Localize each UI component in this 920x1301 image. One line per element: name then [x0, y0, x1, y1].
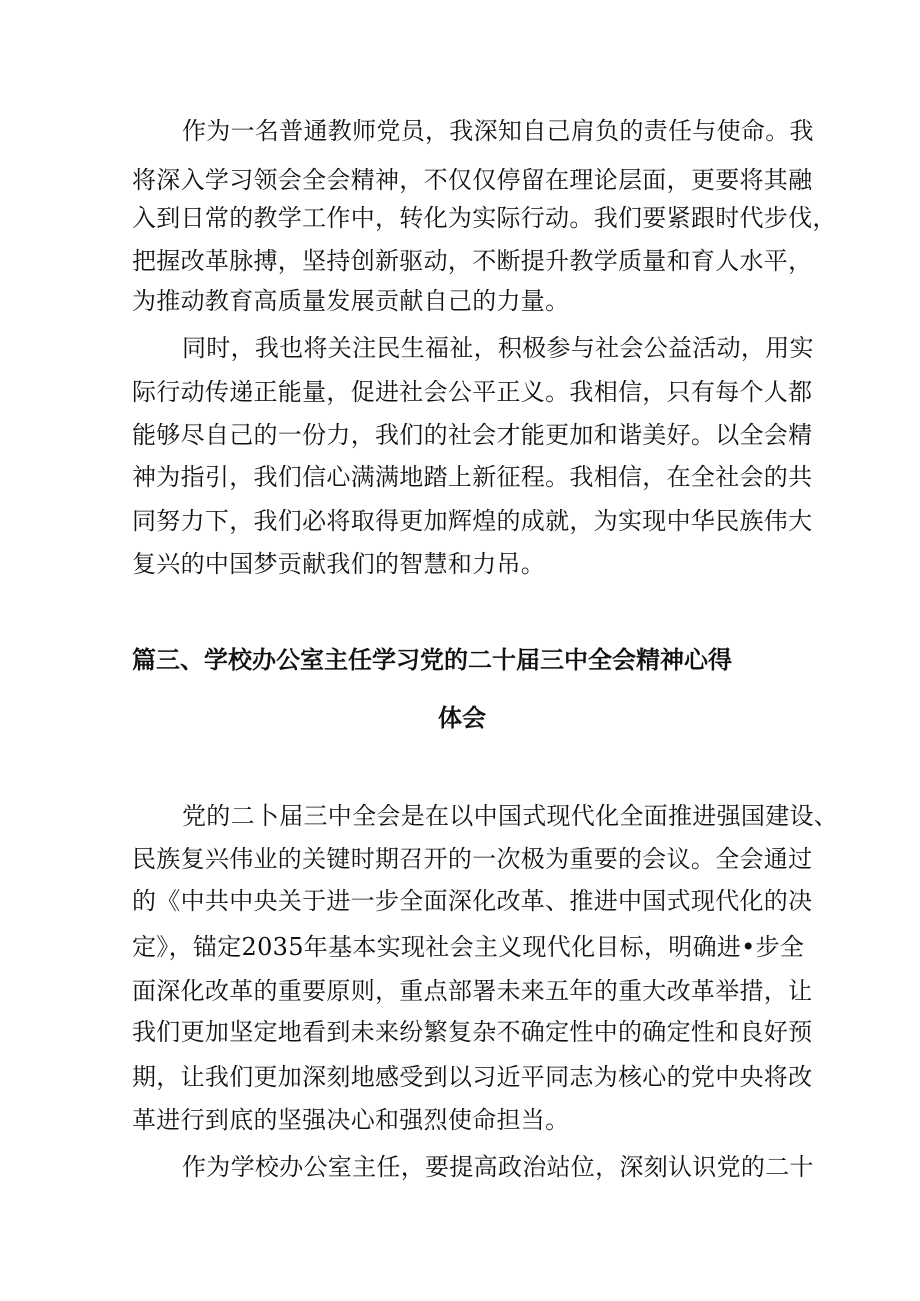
paragraph-line: 复兴的中国梦贡献我们的智慧和力吊。 [132, 550, 546, 578]
paragraph-line: 定》，锚定2035年基本实现社会主义现代化目标，明确进•步全 [132, 933, 805, 961]
paragraph-line: 作为学校办公室主任，要提高政治站位，深刻认识党的二十 [182, 1153, 814, 1181]
paragraph-line: 面深化改革的重要原则，重点部署未来五年的重大改革举措，让 [132, 977, 813, 1005]
paragraph-line: 把握改革脉搏，坚持创新驱动，不断提升教学质量和育人水平， [132, 247, 813, 275]
paragraph-line: 我们更加坚定地看到未来纷繁复杂不确定性中的确定性和良好预 [132, 1018, 813, 1046]
section-heading: 篇三、学校办公室主任学习党的二十届三中全会精神心得 [132, 646, 732, 674]
paragraph-line: 为推动教育高质量发展贡献自己的力量。 [132, 287, 570, 315]
paragraph-line: 同努力下，我们必将取得更加辉煌的成就，为实现中华民族伟大 [132, 507, 813, 535]
paragraph-line: 的《中共中央关于进一步全面深化改革、推进中国式现代化的决 [132, 887, 813, 915]
paragraph-line: 民族复兴伟业的关键时期召开的一次极为重要的会议。全会通过 [132, 845, 813, 873]
paragraph-line: 期，让我们更加深刻地感受到以习近平同志为核心的党中央将改 [132, 1063, 813, 1091]
paragraph-line: 入到日常的教学工作中，转化为实际行动。我们要紧跟时代步伐， [132, 204, 837, 232]
paragraph-line: 革进行到底的坚强决心和强烈使命担当。 [132, 1106, 570, 1134]
paragraph-line: 作为一名普通教师党员，我深知自己肩负的责任与使命。我 [182, 117, 814, 145]
paragraph-line: 同时，我也将关注民生福祉，积极参与社会公益活动，用实 [182, 334, 814, 362]
paragraph-line: 将深入学习领会全会精神，不仅仅停留在理论层面，更要将其融 [132, 166, 813, 194]
paragraph-line: 际行动传递正能量，促进社会公平正义。我相信，只有每个人都 [132, 378, 813, 406]
paragraph-line: 党的二卜届三中全会是在以中国式现代化全面推进强国建设、 [182, 802, 839, 830]
paragraph-line: 神为指引，我们信心满满地踏上新征程。我相信，在全社会的共 [132, 463, 813, 491]
section-heading-continuation: 体会 [438, 704, 486, 732]
paragraph-line: 能够尽自己的一份力，我们的社会才能更加和谐美好。以全会精 [132, 421, 813, 449]
